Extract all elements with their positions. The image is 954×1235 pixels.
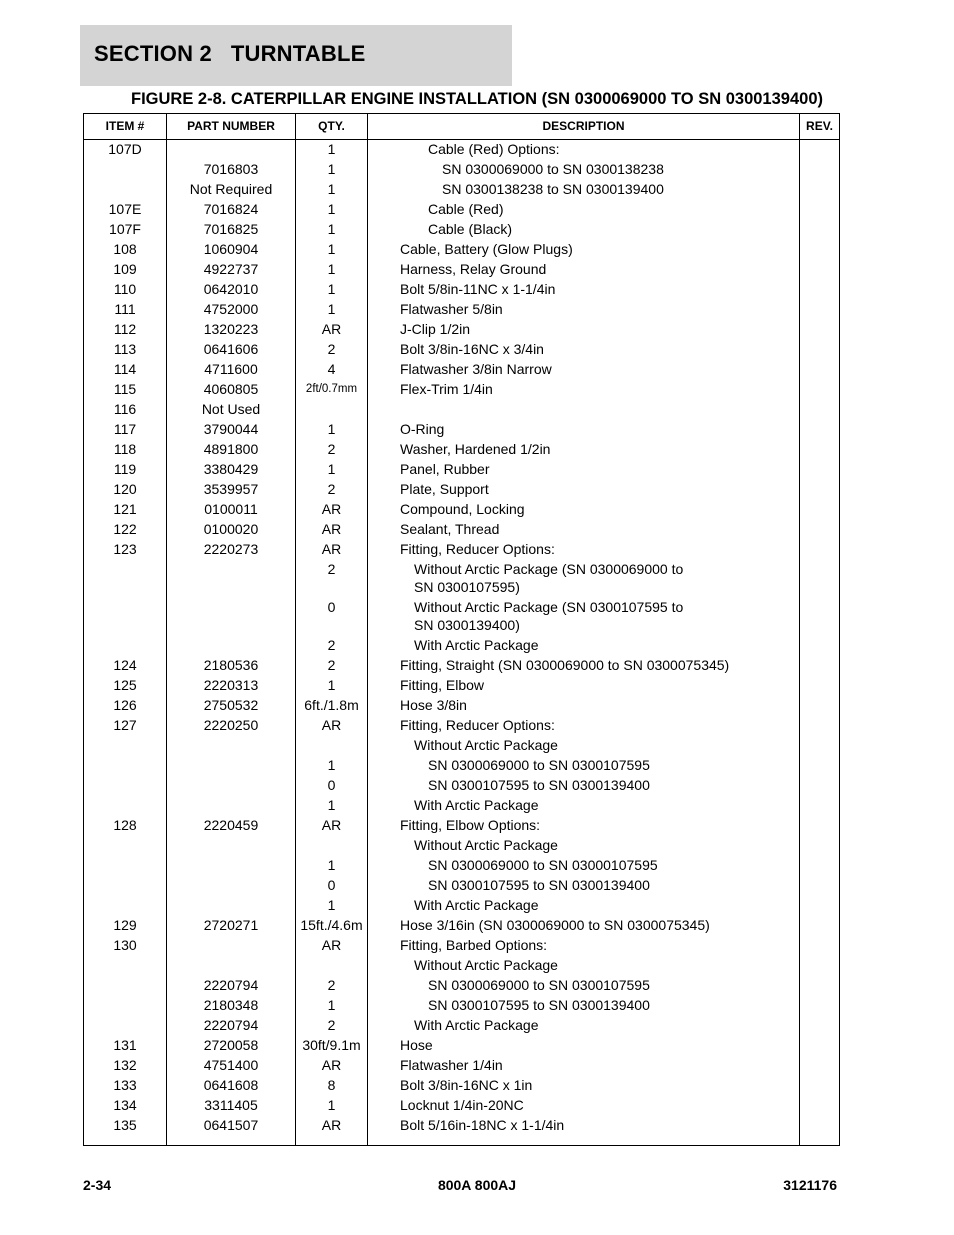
table-row [84, 1016, 839, 1036]
description-line: Fitting, Straight (SN 0300069000 to SN 0300075345) [400, 657, 730, 673]
item-number: 111 [114, 301, 136, 317]
description [400, 776, 828, 794]
item-number: 116 [113, 401, 137, 417]
quantity: 2 [327, 481, 336, 497]
quantity: 2 [327, 561, 336, 577]
description [400, 1056, 800, 1074]
part-number: 0100011 [204, 501, 258, 517]
table-row [84, 260, 839, 280]
item-number: 125 [113, 677, 137, 693]
description-line: Without Arctic Package [414, 737, 558, 753]
description [400, 440, 800, 458]
description-line: With Arctic Package [414, 637, 539, 653]
item-number: 131 [113, 1037, 137, 1053]
part-number: 0642010 [203, 281, 259, 297]
part-number: 2720058 [203, 1037, 259, 1053]
description [400, 500, 800, 518]
description-line: Cable, Battery (Glow Plugs) [400, 241, 573, 257]
table-row [84, 716, 839, 736]
description-line: J-Clip 1/2in [400, 321, 471, 337]
table-row [84, 816, 839, 836]
quantity: 1 [327, 221, 336, 237]
table-row [84, 656, 839, 676]
part-number: 3539957 [203, 481, 259, 497]
description-line: SN 0300069000 to SN 0300107595 [428, 977, 650, 993]
quantity: 1 [327, 141, 336, 157]
part-number: 1320223 [203, 321, 259, 337]
description-line: Cable (Black) [428, 221, 513, 237]
part-number: 2220313 [203, 677, 259, 693]
item-number: 113 [113, 341, 137, 357]
table-row [84, 460, 839, 480]
quantity: 1 [327, 281, 336, 297]
table-row [84, 520, 839, 540]
description-line: SN 0300138238 to SN 0300139400 [442, 181, 664, 197]
description-line: Cable (Red) [428, 201, 504, 217]
quantity: AR [321, 541, 342, 557]
description [400, 540, 800, 558]
quantity: 15ft./4.6m [300, 917, 363, 933]
header-description: DESCRIPTION [542, 119, 625, 133]
table-row [84, 540, 839, 560]
item-number: 112 [113, 321, 137, 337]
description [400, 280, 800, 298]
table-row [84, 996, 839, 1016]
part-number: Not Used [201, 401, 261, 417]
item-number: 120 [113, 481, 137, 497]
table-row [84, 676, 839, 696]
description-line: Fitting, Elbow Options: [400, 817, 541, 833]
description [400, 756, 828, 774]
table-row [84, 856, 839, 876]
description-line: With Arctic Package [414, 897, 539, 913]
item-number: 118 [113, 441, 137, 457]
description-line: O-Ring [400, 421, 445, 437]
item-number: 133 [113, 1077, 137, 1093]
description-line: SN 0300107595 to SN 0300139400 [428, 997, 650, 1013]
description-line: Bolt 5/8in-11NC x 1-1/4in [400, 281, 556, 297]
table-row [84, 636, 839, 656]
quantity: 6ft./1.8m [304, 697, 359, 713]
description-line: Bolt 3/8in-16NC x 1in [400, 1077, 533, 1093]
item-number: 115 [113, 381, 137, 397]
description-line: SN 0300139400) [414, 617, 520, 633]
description [400, 160, 842, 178]
part-number: 2220459 [203, 817, 259, 833]
description [400, 656, 800, 674]
item-number: 122 [113, 521, 137, 537]
table-row [84, 280, 839, 300]
quantity: 4 [327, 361, 336, 377]
table-row [84, 896, 839, 916]
item-number: 109 [113, 261, 137, 277]
table-row [84, 776, 839, 796]
description [400, 300, 800, 318]
quantity: 2ft/0.7mm [305, 383, 358, 395]
description-line: Harness, Relay Ground [400, 261, 547, 277]
description-line: Locknut 1/4in-20NC [400, 1097, 524, 1113]
table-row [84, 420, 839, 440]
item-number: 134 [113, 1097, 137, 1113]
table-row [84, 1096, 839, 1116]
table-row [84, 936, 839, 956]
description-line: Fitting, Reducer Options: [400, 717, 555, 733]
item-number: 117 [113, 421, 137, 437]
quantity: 2 [327, 657, 336, 673]
table-row [84, 200, 839, 220]
section-banner [80, 25, 512, 86]
item-number: 132 [113, 1057, 137, 1073]
header-part-number: PART NUMBER [187, 119, 275, 133]
description [400, 260, 800, 278]
quantity: 1 [327, 1097, 336, 1113]
quantity: 1 [327, 461, 336, 477]
description [400, 676, 800, 694]
part-number: 7016824 [203, 201, 259, 217]
table-row [84, 360, 839, 380]
description [400, 180, 842, 198]
description-line: SN 0300107595 to SN 0300139400 [428, 877, 650, 893]
description-line: Compound, Locking [400, 501, 525, 517]
header-qty: QTY. [318, 119, 345, 133]
part-number: Not Required [189, 181, 273, 197]
description [400, 520, 800, 538]
description-line: Hose [400, 1037, 433, 1053]
quantity: 1 [327, 301, 336, 317]
quantity: 30ft/9.1m [302, 1037, 361, 1053]
quantity: 0 [327, 599, 336, 615]
description [400, 716, 800, 734]
table-row [84, 160, 839, 180]
description-line: SN 0300069000 to SN 03000107595 [428, 857, 658, 873]
description-line: Flex-Trim 1/4in [400, 381, 493, 397]
description-line: With Arctic Package [414, 1017, 539, 1033]
description [400, 1016, 814, 1034]
quantity: 2 [327, 441, 336, 457]
quantity: 1 [327, 181, 336, 197]
part-number: 2220794 [203, 977, 259, 993]
description-line: Fitting, Elbow [400, 677, 485, 693]
description [400, 598, 814, 634]
quantity: AR [321, 321, 342, 337]
item-number: 135 [113, 1117, 137, 1133]
part-number: 4711600 [204, 361, 258, 377]
quantity: 1 [327, 261, 336, 277]
description [400, 916, 800, 934]
header-rev: REV. [806, 119, 833, 133]
table-row [84, 240, 839, 260]
quantity: AR [321, 501, 342, 517]
quantity: 1 [327, 757, 336, 773]
description-line: Plate, Support [400, 481, 489, 497]
description-line: Cable (Red) Options: [428, 141, 560, 157]
description-line: Washer, Hardened 1/2in [400, 441, 551, 457]
description [400, 796, 814, 814]
description-line: Without Arctic Package (SN 0300069000 to [414, 561, 684, 577]
quantity: 2 [327, 1017, 336, 1033]
description [400, 220, 828, 238]
item-number: 128 [113, 817, 137, 833]
quantity: 1 [327, 997, 336, 1013]
quantity: 0 [327, 777, 336, 793]
item-number: 119 [113, 461, 137, 477]
description [400, 836, 814, 854]
footer-model: 800A 800AJ [437, 1177, 517, 1193]
description-line: Panel, Rubber [400, 461, 490, 477]
description [400, 976, 828, 994]
section-title: SECTION 2 TURNTABLE [94, 41, 366, 66]
quantity: 1 [327, 797, 336, 813]
quantity: 1 [327, 857, 336, 873]
description [400, 380, 800, 398]
table-row [84, 300, 839, 320]
description [400, 736, 814, 754]
table-row [84, 500, 839, 520]
description-line: SN 0300107595) [414, 579, 520, 595]
quantity: AR [321, 937, 342, 953]
part-number: 0641507 [203, 1117, 259, 1133]
part-number: 3790044 [203, 421, 259, 437]
part-number: 2180348 [203, 997, 259, 1013]
description [400, 1076, 800, 1094]
description-line: SN 0300069000 to SN 0300107595 [428, 757, 650, 773]
description [400, 636, 814, 654]
item-number: 107E [108, 201, 142, 217]
description [400, 1116, 800, 1134]
part-number: 1060904 [203, 241, 259, 257]
description [400, 1036, 800, 1054]
description [400, 996, 828, 1014]
quantity: AR [321, 1057, 342, 1073]
table-row [84, 1116, 839, 1136]
description [400, 200, 828, 218]
description-line: Flatwasher 3/8in Narrow [400, 361, 552, 377]
table-row [84, 1036, 839, 1056]
description-line: With Arctic Package [414, 797, 539, 813]
description-line: SN 0300107595 to SN 0300139400 [428, 777, 650, 793]
quantity: AR [321, 817, 342, 833]
description-line: Bolt 5/16in-18NC x 1-1/4in [400, 1117, 565, 1133]
part-number: 2750532 [203, 697, 259, 713]
description-line: SN 0300069000 to SN 0300138238 [442, 161, 664, 177]
description-line: Hose 3/16in (SN 0300069000 to SN 0300075345) [400, 917, 710, 933]
footer-doc-number: 3121176 [783, 1177, 837, 1193]
quantity: AR [321, 717, 342, 733]
description [400, 936, 800, 954]
part-number: 4922737 [203, 261, 259, 277]
table-row [84, 400, 839, 420]
quantity: 1 [327, 241, 336, 257]
table-row [84, 836, 839, 856]
quantity: 8 [327, 1077, 336, 1093]
item-number: 123 [113, 541, 137, 557]
item-number: 129 [113, 917, 137, 933]
item-number: 130 [113, 937, 137, 953]
part-number: 0641608 [203, 1077, 259, 1093]
part-number: 2220794 [203, 1017, 259, 1033]
quantity: AR [321, 521, 342, 537]
part-number: 4891800 [203, 441, 259, 457]
description-line: Flatwasher 5/8in [400, 301, 503, 317]
quantity: 2 [327, 341, 336, 357]
table-body [84, 140, 839, 1136]
description [400, 696, 800, 714]
quantity: 1 [327, 161, 336, 177]
item-number: 114 [113, 361, 137, 377]
part-number: 2720271 [203, 917, 259, 933]
table-row [84, 440, 839, 460]
description-line: Fitting, Reducer Options: [400, 541, 555, 557]
item-number: 124 [113, 657, 137, 673]
quantity: AR [321, 1117, 342, 1133]
part-number: 7016825 [203, 221, 259, 237]
table-row [84, 976, 839, 996]
quantity: 0 [327, 877, 336, 893]
quantity: 1 [327, 677, 336, 693]
table-row [84, 1076, 839, 1096]
description-line: Without Arctic Package [414, 957, 558, 973]
description [400, 480, 800, 498]
table-row [84, 340, 839, 360]
description [400, 140, 828, 158]
quantity: 1 [327, 201, 336, 217]
description [400, 560, 814, 596]
table-row [84, 916, 839, 936]
part-number: 0100020 [203, 521, 259, 537]
item-number: 108 [113, 241, 137, 257]
quantity: 1 [327, 897, 336, 913]
table-row [84, 180, 839, 200]
part-number: 4752000 [203, 301, 259, 317]
table-row [84, 560, 839, 598]
table-row [84, 956, 839, 976]
part-number: 0641606 [203, 341, 259, 357]
part-number: 2180536 [203, 657, 259, 673]
table-row [84, 320, 839, 340]
description [400, 240, 800, 258]
item-number: 127 [113, 717, 137, 733]
table-row [84, 220, 839, 240]
description-line: Without Arctic Package (SN 0300107595 to [414, 599, 684, 615]
table-row [84, 796, 839, 816]
part-number: 2220273 [203, 541, 259, 557]
part-number: 3380429 [203, 461, 259, 477]
table-row [84, 1056, 839, 1076]
part-number: 2220250 [203, 717, 259, 733]
description [400, 876, 828, 894]
description-line: Hose 3/8in [400, 697, 467, 713]
table-row [84, 380, 839, 400]
quantity: 2 [327, 637, 336, 653]
description [400, 460, 800, 478]
figure-title: FIGURE 2-8. CATERPILLAR ENGINE INSTALLATION (SN 0300069000 TO SN 0300139400) [131, 90, 823, 108]
table-row [84, 696, 839, 716]
item-number: 126 [113, 697, 137, 713]
header-item: ITEM # [105, 119, 145, 133]
description [400, 816, 800, 834]
description [400, 420, 800, 438]
description [400, 896, 814, 914]
item-number: 107D [108, 141, 142, 157]
description [400, 340, 800, 358]
table-row [84, 480, 839, 500]
table-row [84, 598, 839, 636]
part-number: 7016803 [203, 161, 259, 177]
description-line: Without Arctic Package [414, 837, 558, 853]
footer-page-number: 2-34 [83, 1177, 112, 1193]
description-line: Flatwasher 1/4in [400, 1057, 503, 1073]
description [400, 956, 814, 974]
quantity: 1 [327, 421, 336, 437]
part-number: 4751400 [203, 1057, 259, 1073]
description-line: Bolt 3/8in-16NC x 3/4in [400, 341, 544, 357]
table-row [84, 756, 839, 776]
table-row [84, 736, 839, 756]
part-number: 3311405 [204, 1097, 258, 1113]
description [400, 320, 800, 338]
description [400, 360, 800, 378]
parts-table [83, 113, 840, 1146]
quantity: 2 [327, 977, 336, 993]
part-number: 4060805 [203, 381, 259, 397]
description [400, 1096, 800, 1114]
item-number: 110 [113, 281, 137, 297]
description-line: Fitting, Barbed Options: [400, 937, 548, 953]
description [400, 856, 828, 874]
table-row [84, 140, 839, 160]
item-number: 107F [109, 221, 141, 237]
table-row [84, 876, 839, 896]
description-line: Sealant, Thread [400, 521, 500, 537]
item-number: 121 [113, 501, 137, 517]
